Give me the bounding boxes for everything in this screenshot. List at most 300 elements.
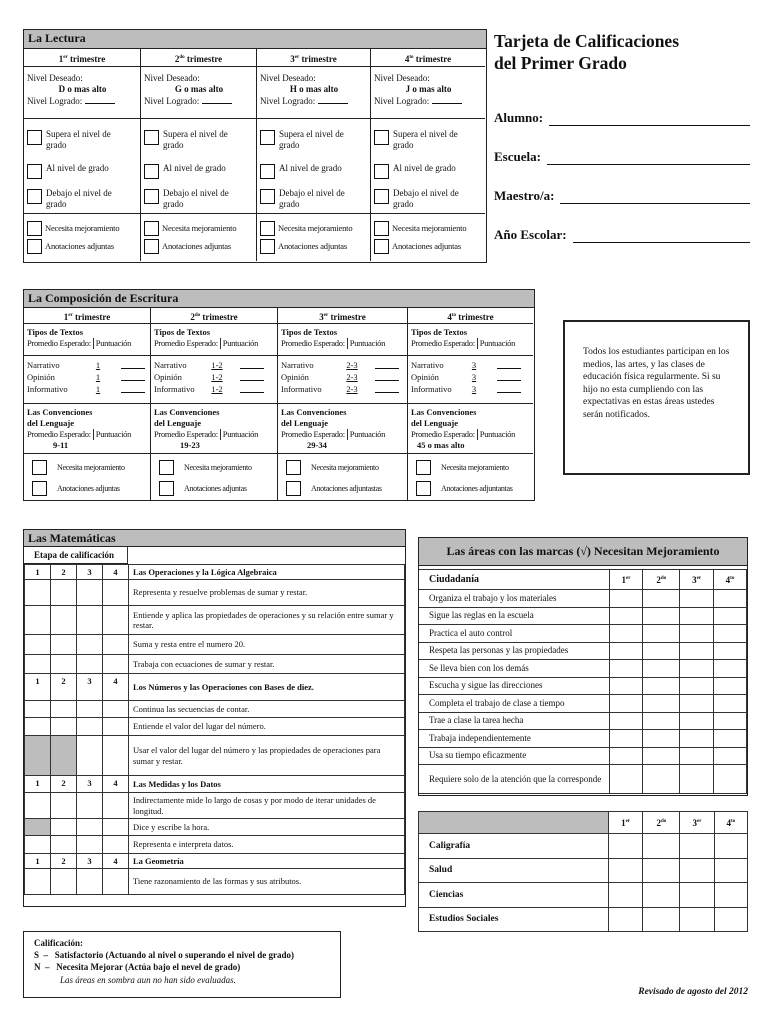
field-input[interactable]	[549, 112, 750, 126]
type-expected-value: 1-2	[211, 384, 223, 394]
imp-item-label: Completa el trabajo de clase a tiempo	[419, 695, 609, 713]
grade-cell[interactable]	[25, 701, 51, 718]
type-score-input[interactable]	[497, 361, 521, 369]
writing-trimester-1	[24, 308, 151, 500]
imp-check-cell[interactable]	[714, 625, 747, 643]
subj-row	[419, 834, 748, 859]
improvement-section	[418, 537, 748, 796]
grade-col-header: 4	[103, 565, 129, 580]
extra-label: Necesita mejoramiento	[184, 463, 252, 472]
conv-label-1: Las Convenciones	[27, 407, 93, 417]
conv-label-1: Las Convenciones	[411, 407, 477, 417]
type-row	[281, 383, 407, 395]
imp-check-cell[interactable]	[609, 730, 643, 748]
option-checkbox[interactable]	[260, 189, 275, 204]
imp-check-cell[interactable]	[643, 695, 680, 713]
type-expected-value: 3	[471, 372, 477, 382]
math-item-row	[25, 655, 405, 674]
extra-row	[32, 457, 150, 478]
extra-checkbox[interactable]	[27, 239, 42, 254]
option-checkbox[interactable]	[144, 130, 159, 145]
grade-cell[interactable]	[51, 819, 77, 836]
option-row	[260, 163, 363, 179]
type-score-input[interactable]	[121, 373, 145, 381]
field-input[interactable]	[560, 190, 750, 204]
imp-check-cell[interactable]	[643, 625, 680, 643]
imp-check-cell[interactable]	[609, 607, 643, 625]
math-section-title: Las Operaciones y la Lógica Algebraica	[129, 565, 405, 580]
imp-check-cell[interactable]	[609, 677, 643, 695]
imp-check-cell[interactable]	[643, 642, 680, 660]
imp-check-cell[interactable]	[680, 642, 714, 660]
grade-cell[interactable]	[25, 793, 51, 819]
grade-cell[interactable]	[25, 580, 51, 606]
reading-trimester-1	[24, 49, 141, 261]
option-checkbox[interactable]	[374, 164, 389, 179]
level-box	[371, 67, 485, 119]
math-section-header	[25, 776, 405, 793]
grade-cell[interactable]	[103, 836, 129, 854]
option-label: Al nivel de grado	[393, 163, 456, 173]
option-checkbox[interactable]	[374, 130, 389, 145]
subj-grade-cell[interactable]	[714, 834, 747, 859]
extra-label: Anotaciones adjuntas	[278, 241, 347, 251]
subj-blank	[419, 812, 609, 834]
grade-cell[interactable]	[25, 819, 51, 836]
field-label: Escuela:	[494, 149, 541, 164]
grade-cell[interactable]	[103, 793, 129, 819]
extra-checkbox[interactable]	[374, 239, 389, 254]
types-box	[278, 324, 407, 356]
type-score-input[interactable]	[497, 373, 521, 381]
extra-row	[374, 219, 485, 237]
types-label: Tipos de Textos	[27, 327, 84, 337]
expected-label: Promedio Esperado:	[154, 429, 218, 439]
conventions-box	[24, 404, 150, 454]
extra-checkbox[interactable]	[416, 481, 431, 496]
trimester-header: 3er trimestre	[257, 49, 370, 67]
imp-check-cell[interactable]	[680, 590, 714, 608]
math-section-title: Las Medidas y los Datos	[129, 776, 405, 793]
conv-label-2: del Lenguaje	[411, 418, 458, 428]
option-label: Debajo el nivel de grado	[46, 188, 112, 209]
grade-cell[interactable]	[51, 701, 77, 718]
grade-cell[interactable]	[51, 736, 77, 776]
desired-label: Nivel Deseado:	[374, 73, 430, 83]
field-input[interactable]	[573, 229, 750, 243]
type-expected-value: 2-3	[346, 372, 358, 382]
math-section-header	[25, 565, 405, 580]
subj-grade-cell[interactable]	[609, 883, 643, 908]
grade-cell[interactable]	[25, 869, 51, 895]
extra-checkbox[interactable]	[159, 481, 174, 496]
subj-grade-cell[interactable]	[643, 883, 680, 908]
imp-check-cell[interactable]	[609, 660, 643, 678]
reading-trimester-2	[141, 49, 257, 261]
imp-check-cell[interactable]	[714, 712, 747, 730]
achieved-input[interactable]	[318, 95, 348, 104]
writing-title: La Composición de Escritura	[24, 290, 534, 308]
extra-row	[144, 219, 256, 237]
imp-check-cell[interactable]	[609, 765, 643, 794]
grade-cell[interactable]	[77, 836, 103, 854]
field-2	[494, 180, 750, 204]
imp-check-cell[interactable]	[643, 747, 680, 765]
subj-row	[419, 883, 748, 908]
types-box	[24, 324, 150, 356]
field-label: Maestro/a:	[494, 188, 555, 203]
type-name: Narrativo	[27, 360, 60, 370]
type-score-input[interactable]	[121, 385, 145, 393]
imp-check-cell[interactable]	[680, 730, 714, 748]
math-item-row	[25, 606, 405, 635]
math-item-text: Tiene razonamiento de las formas y sus atributos.	[129, 869, 405, 895]
imp-check-cell[interactable]	[609, 747, 643, 765]
option-row	[27, 129, 133, 151]
grade-cell[interactable]	[51, 793, 77, 819]
imp-check-cell[interactable]	[680, 607, 714, 625]
achieved-input[interactable]	[432, 95, 462, 104]
imp-check-cell[interactable]	[609, 625, 643, 643]
imp-check-cell[interactable]	[714, 607, 747, 625]
option-checkbox[interactable]	[144, 164, 159, 179]
subj-grade-cell[interactable]	[609, 834, 643, 859]
score-label: Puntuación	[220, 338, 258, 349]
grade-cell[interactable]	[51, 606, 77, 635]
imp-check-cell[interactable]	[714, 677, 747, 695]
imp-check-cell[interactable]	[643, 765, 680, 794]
conv-label-2: del Lenguaje	[27, 418, 74, 428]
grade-cell[interactable]	[77, 718, 103, 736]
imp-check-cell[interactable]	[609, 695, 643, 713]
achieved-input[interactable]	[202, 95, 232, 104]
subj-row	[419, 907, 748, 932]
extra-row	[286, 478, 407, 499]
achieved-label: Nivel Logrado:	[374, 96, 430, 106]
grade-cell[interactable]	[103, 635, 129, 655]
types-box	[408, 324, 533, 356]
type-values	[278, 356, 407, 404]
level-box	[24, 67, 140, 119]
grade-cell[interactable]	[77, 819, 103, 836]
legend-s: S – Satisfactorio (Actuando al nivel o superando el nivel de grado)	[34, 950, 295, 960]
type-name: Opinión	[281, 372, 309, 382]
imp-check-cell[interactable]	[609, 642, 643, 660]
option-label: Al nivel de grado	[46, 163, 109, 173]
option-label: Al nivel de grado	[163, 163, 226, 173]
imp-check-cell[interactable]	[643, 677, 680, 695]
level-box	[141, 67, 256, 119]
extra-checkbox[interactable]	[32, 460, 47, 475]
field-label: Año Escolar:	[494, 227, 567, 242]
extra-row	[159, 457, 277, 478]
achieved-input[interactable]	[85, 95, 115, 104]
grade-cell[interactable]	[103, 606, 129, 635]
achieved-label: Nivel Logrado:	[144, 96, 200, 106]
desired-label: Nivel Deseado:	[260, 73, 316, 83]
option-checkbox[interactable]	[27, 164, 42, 179]
grade-col-header: 1	[25, 565, 51, 580]
type-values	[24, 356, 150, 404]
extra-checkbox[interactable]	[144, 221, 159, 236]
imp-item-label: Se lleva bien con los demás	[419, 660, 609, 678]
option-label: Debajo el nivel de grado	[393, 188, 459, 209]
expected-label: Promedio Esperado:	[27, 338, 91, 348]
desired-value: D o mas alto	[58, 84, 107, 94]
grade-cell[interactable]	[103, 819, 129, 836]
grade-cell[interactable]	[51, 655, 77, 674]
extra-checkbox[interactable]	[144, 239, 159, 254]
subj-grade-cell[interactable]	[609, 907, 643, 932]
conv-expected-value: 9-11	[53, 440, 69, 450]
option-label: Debajo el nivel de grado	[163, 188, 229, 209]
imp-check-cell[interactable]	[680, 660, 714, 678]
grade-col-header: 1	[25, 854, 51, 869]
imp-check-cell[interactable]	[714, 765, 747, 794]
extra-label: Necesita mejoramiento	[57, 463, 125, 472]
achieved-label: Nivel Logrado:	[260, 96, 316, 106]
grade-cell[interactable]	[51, 718, 77, 736]
reading-section	[23, 29, 487, 263]
grade-cell[interactable]	[77, 606, 103, 635]
extra-checkbox[interactable]	[260, 221, 275, 236]
subj-row	[419, 858, 748, 883]
subj-col-header: 3er	[680, 812, 714, 834]
subj-grade-cell[interactable]	[680, 834, 714, 859]
imp-check-cell[interactable]	[643, 730, 680, 748]
subj-grade-cell[interactable]	[643, 907, 680, 932]
type-score-input[interactable]	[375, 361, 399, 369]
grade-cell[interactable]	[77, 580, 103, 606]
grade-cell[interactable]	[51, 869, 77, 895]
grade-cell[interactable]	[25, 606, 51, 635]
grade-cell[interactable]	[25, 718, 51, 736]
field-3	[494, 219, 750, 243]
grade-col-header: 4	[103, 776, 129, 793]
extra-checkbox[interactable]	[374, 221, 389, 236]
note-box	[563, 320, 750, 475]
grade-cell[interactable]	[77, 869, 103, 895]
type-score-input[interactable]	[240, 361, 264, 369]
grade-cell[interactable]	[25, 736, 51, 776]
imp-check-cell[interactable]	[680, 765, 714, 794]
subj-grade-cell[interactable]	[643, 834, 680, 859]
type-score-input[interactable]	[240, 385, 264, 393]
type-row	[411, 383, 533, 395]
grade-cell[interactable]	[103, 869, 129, 895]
option-row	[374, 188, 477, 210]
grading-legend	[23, 931, 341, 998]
extra-label: Necesita mejoramiento	[441, 463, 509, 472]
grade-cell[interactable]	[77, 701, 103, 718]
math-item-text: Indirectamente mide lo largo de cosas y por modo de iterar unidades de longitud.	[129, 793, 405, 819]
grade-cell[interactable]	[25, 655, 51, 674]
reading-title: La Lectura	[24, 30, 486, 49]
extra-checkbox[interactable]	[416, 460, 431, 475]
expected-row	[281, 338, 407, 349]
grade-col-header: 2	[51, 565, 77, 580]
option-checkbox[interactable]	[260, 130, 275, 145]
revised-date: Revisado de agosto del 2012	[638, 987, 748, 997]
type-row	[154, 371, 277, 383]
imp-row	[419, 590, 747, 608]
grade-cell[interactable]	[103, 736, 129, 776]
expected-label: Promedio Esperado:	[281, 429, 345, 439]
type-expected-value: 2-3	[346, 384, 358, 394]
extra-label: Anotaciones adjuntantas	[441, 484, 513, 493]
option-checkbox[interactable]	[27, 189, 42, 204]
type-score-input[interactable]	[121, 361, 145, 369]
subj-grade-cell[interactable]	[680, 907, 714, 932]
imp-check-cell[interactable]	[643, 660, 680, 678]
imp-check-cell[interactable]	[643, 607, 680, 625]
conv-expected-row	[281, 429, 407, 440]
grade-cell[interactable]	[51, 836, 77, 854]
type-expected-value: 3	[471, 384, 477, 394]
extra-row	[144, 237, 256, 255]
extra-checkbox[interactable]	[260, 239, 275, 254]
imp-check-cell[interactable]	[609, 712, 643, 730]
subj-col-header: $4^{to}$	[714, 812, 747, 834]
type-score-input[interactable]	[375, 373, 399, 381]
field-0	[494, 102, 750, 126]
subj-grade-cell[interactable]	[643, 858, 680, 883]
type-name: Informativo	[154, 384, 195, 394]
imp-check-cell[interactable]	[680, 625, 714, 643]
extra-label: Anotaciones adjuntas	[184, 484, 247, 493]
math-item-text: Representa e interpreta datos.	[129, 836, 405, 854]
math-section-header	[25, 674, 405, 701]
imp-check-cell[interactable]	[643, 590, 680, 608]
option-row	[260, 129, 363, 151]
option-row	[374, 129, 477, 151]
extra-row	[260, 237, 370, 255]
conv-label-1: Las Convenciones	[281, 407, 347, 417]
option-label: Supera el nivel de grado	[46, 129, 111, 150]
option-checkbox[interactable]	[260, 164, 275, 179]
option-checkbox[interactable]	[27, 130, 42, 145]
imp-col-header: 1er	[609, 570, 643, 590]
imp-check-cell[interactable]	[714, 590, 747, 608]
grade-cell[interactable]	[25, 836, 51, 854]
type-score-input[interactable]	[497, 385, 521, 393]
type-expected-value: 2-3	[346, 360, 358, 370]
grade-cell[interactable]	[103, 580, 129, 606]
extra-checkbox[interactable]	[32, 481, 47, 496]
option-row	[144, 188, 249, 210]
imp-check-cell[interactable]	[643, 712, 680, 730]
subj-grade-cell[interactable]	[680, 883, 714, 908]
option-checkbox[interactable]	[144, 189, 159, 204]
extra-label: Necesita mejoramiento	[162, 223, 237, 233]
option-checkbox[interactable]	[374, 189, 389, 204]
imp-check-cell[interactable]	[609, 590, 643, 608]
extra-checkbox[interactable]	[159, 460, 174, 475]
imp-row	[419, 712, 747, 730]
imp-item-label: Trabaja independientemente	[419, 730, 609, 748]
type-score-input[interactable]	[240, 373, 264, 381]
grade-cell[interactable]	[103, 655, 129, 674]
subj-grade-cell[interactable]	[714, 907, 747, 932]
type-score-input[interactable]	[375, 385, 399, 393]
extra-label: Anotaciones adjuntas	[57, 484, 120, 493]
extra-checkbox[interactable]	[27, 221, 42, 236]
math-item-row	[25, 736, 405, 776]
grade-cell[interactable]	[77, 793, 103, 819]
grade-cell[interactable]	[51, 635, 77, 655]
score-label: Puntuación	[347, 429, 385, 440]
expected-label: Promedio Esperado:	[411, 429, 475, 439]
grade-cell[interactable]	[51, 580, 77, 606]
imp-check-cell[interactable]	[680, 695, 714, 713]
imp-check-cell[interactable]	[714, 660, 747, 678]
math-item-text: Entiende y aplica las propiedades de operaciones y su relación entre sumar y restar.	[129, 606, 405, 635]
expected-label: Promedio Esperado:	[281, 338, 345, 348]
type-name: Narrativo	[411, 360, 444, 370]
type-row	[27, 383, 150, 395]
imp-check-cell[interactable]	[680, 747, 714, 765]
grade-cell[interactable]	[77, 635, 103, 655]
conv-expected-row	[27, 429, 150, 440]
report-title	[494, 30, 754, 74]
option-label: Debajo el nivel de grado	[279, 188, 345, 209]
stage-label: Etapa de calificación	[24, 547, 128, 564]
imp-row	[419, 660, 747, 678]
conv-expected-value: 19-23	[180, 440, 200, 450]
achieved-label: Nivel Logrado:	[27, 96, 83, 106]
conventions-box	[278, 404, 407, 454]
math-item-row	[25, 701, 405, 718]
imp-check-cell[interactable]	[680, 677, 714, 695]
imp-check-cell[interactable]	[714, 730, 747, 748]
extra-row	[286, 457, 407, 478]
imp-check-cell[interactable]	[714, 642, 747, 660]
subj-grade-cell[interactable]	[609, 858, 643, 883]
option-row	[27, 163, 133, 179]
extra-checkbox[interactable]	[286, 481, 301, 496]
extra-label: Anotaciones adjuntastas	[311, 484, 382, 493]
conv-expected-row	[154, 429, 277, 440]
grade-cell[interactable]	[103, 718, 129, 736]
subj-grade-cell[interactable]	[714, 883, 747, 908]
extra-options	[257, 214, 370, 255]
extra-row	[260, 219, 370, 237]
grade-cell[interactable]	[77, 736, 103, 776]
improvement-title: Las áreas con las marcas (√) Necesitan Mejoramiento	[419, 538, 747, 566]
imp-check-cell[interactable]	[680, 712, 714, 730]
field-input[interactable]	[547, 151, 750, 165]
extra-row	[32, 478, 150, 499]
grade-cell[interactable]	[25, 635, 51, 655]
subj-label: Ciencias	[419, 883, 609, 908]
score-label: Puntuación	[477, 429, 515, 440]
subj-grade-cell[interactable]	[680, 858, 714, 883]
extra-checkbox[interactable]	[286, 460, 301, 475]
subj-grade-cell[interactable]	[714, 858, 747, 883]
type-name: Opinión	[27, 372, 55, 382]
imp-item-label: Trae a clase la tarea hecha	[419, 712, 609, 730]
extra-options	[278, 454, 407, 499]
grade-cell[interactable]	[77, 655, 103, 674]
imp-check-cell[interactable]	[714, 747, 747, 765]
imp-check-cell[interactable]	[714, 695, 747, 713]
math-item-text: Entiende el valor del lugar del número.	[129, 718, 405, 736]
imp-item-label: Sigue las reglas en la escuela	[419, 607, 609, 625]
subj-header-row	[419, 812, 748, 834]
achieved-row	[27, 95, 138, 107]
grade-cell[interactable]	[103, 701, 129, 718]
type-name: Informativo	[411, 384, 452, 394]
